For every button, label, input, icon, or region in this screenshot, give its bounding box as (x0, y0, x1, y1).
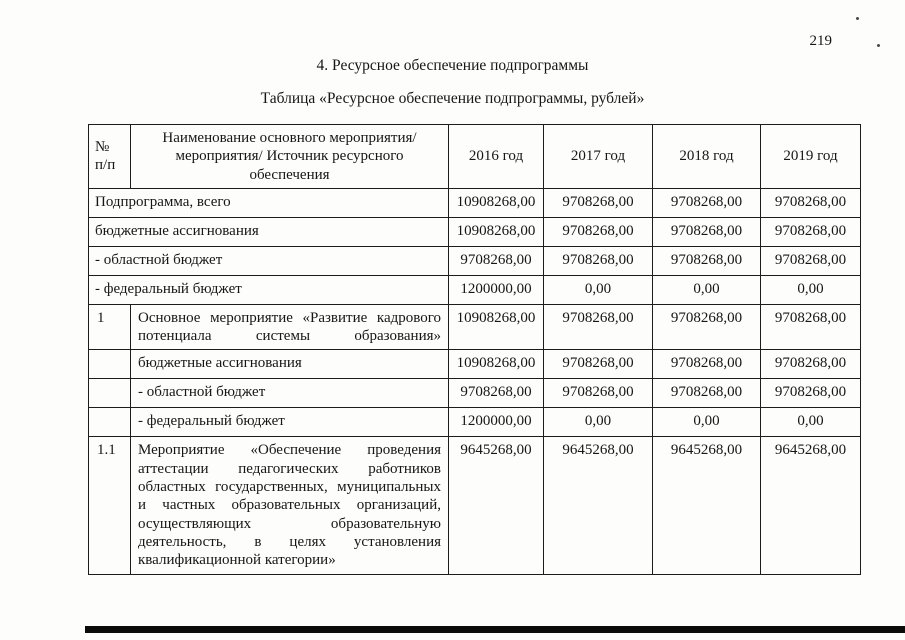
header-row (89, 125, 861, 189)
table-caption: Таблица «Ресурсное обеспечение подпрограммы, рублей» (260, 90, 645, 107)
row-value-cell: 9708268,00 (544, 217, 653, 246)
table-row (89, 246, 861, 275)
row-value-cell: 1200000,00 (449, 275, 544, 304)
row-value-cell: 0,00 (761, 408, 861, 437)
scan-speck (856, 17, 859, 20)
table-row (89, 304, 861, 350)
row-value-cell: 10908268,00 (449, 188, 544, 217)
row-value-cell: 0,00 (653, 408, 761, 437)
row-value-cell: 9645268,00 (761, 437, 861, 574)
row-value-cell: 10908268,00 (449, 350, 544, 379)
row-value-cell: 9708268,00 (544, 246, 653, 275)
row-value-cell: 9708268,00 (761, 217, 861, 246)
row-value-cell: 9708268,00 (653, 304, 761, 350)
row-value-cell: 9708268,00 (449, 379, 544, 408)
row-value-cell: 9708268,00 (544, 304, 653, 350)
table-row (89, 188, 861, 217)
row-name-cell: бюджетные ассигнования (131, 350, 449, 379)
table-row (89, 217, 861, 246)
row-value-cell: 9645268,00 (449, 437, 544, 574)
row-value-cell: 9708268,00 (544, 188, 653, 217)
col-header-num: № п/п (89, 125, 131, 189)
row-value-cell: 9645268,00 (544, 437, 653, 574)
row-value-cell: 9708268,00 (653, 379, 761, 408)
row-value-cell: 9708268,00 (761, 304, 861, 350)
col-header-2016: 2016 год (449, 125, 544, 189)
row-number-cell: 1 (89, 304, 131, 350)
row-value-cell: 9708268,00 (653, 350, 761, 379)
row-number-cell (89, 379, 131, 408)
table-header (89, 125, 861, 189)
row-value-cell: 0,00 (544, 408, 653, 437)
col-header-2019: 2019 год (761, 125, 861, 189)
table-row (89, 275, 861, 304)
row-name-cell: бюджетные ассигнования (89, 217, 449, 246)
scan-speck (877, 44, 880, 47)
table-row (89, 350, 861, 379)
col-header-name: Наименование основного мероприятия/мероприятия/ Источник ресурсного обеспечения (131, 125, 449, 189)
row-value-cell: 9708268,00 (653, 188, 761, 217)
section-heading: 4. Ресурсное обеспечение подпрограммы (316, 57, 589, 74)
row-value-cell: 9645268,00 (653, 437, 761, 574)
row-value-cell: 0,00 (653, 275, 761, 304)
row-value-cell: 1200000,00 (449, 408, 544, 437)
table-body (89, 188, 861, 574)
row-name-cell: - федеральный бюджет (131, 408, 449, 437)
table-row (89, 437, 861, 574)
col-header-2018: 2018 год (653, 125, 761, 189)
row-name-cell: - федеральный бюджет (89, 275, 449, 304)
row-number-cell (89, 350, 131, 379)
row-name-cell: - областной бюджет (89, 246, 449, 275)
row-value-cell: 9708268,00 (653, 217, 761, 246)
row-name-cell: Мероприятие «Обеспечение проведения аттестации педагогических работников областных государственных, муниципальных и частных образовательных организаций, осуществляющих образовательную деятельность, в целях установления квалификационной категории» (131, 437, 449, 574)
row-value-cell: 9708268,00 (653, 246, 761, 275)
page-number: 219 (809, 33, 832, 49)
row-number-cell: 1.1 (89, 437, 131, 574)
row-name-cell: Подпрограмма, всего (89, 188, 449, 217)
row-number-cell (89, 408, 131, 437)
row-value-cell: 9708268,00 (544, 350, 653, 379)
col-header-2017: 2017 год (544, 125, 653, 189)
row-name-cell: Основное мероприятие «Развитие кадрового потенциала системы образования» (131, 304, 449, 350)
row-value-cell: 9708268,00 (761, 188, 861, 217)
resource-table (88, 124, 861, 575)
row-name-cell: - областной бюджет (131, 379, 449, 408)
row-value-cell: 9708268,00 (761, 379, 861, 408)
row-value-cell: 9708268,00 (761, 350, 861, 379)
scan-artifact-bar (85, 626, 905, 633)
table-row (89, 408, 861, 437)
row-value-cell: 10908268,00 (449, 217, 544, 246)
table-row (89, 379, 861, 408)
row-value-cell: 9708268,00 (761, 246, 861, 275)
row-value-cell: 9708268,00 (544, 379, 653, 408)
row-value-cell: 0,00 (761, 275, 861, 304)
row-value-cell: 0,00 (544, 275, 653, 304)
row-value-cell: 10908268,00 (449, 304, 544, 350)
row-value-cell: 9708268,00 (449, 246, 544, 275)
